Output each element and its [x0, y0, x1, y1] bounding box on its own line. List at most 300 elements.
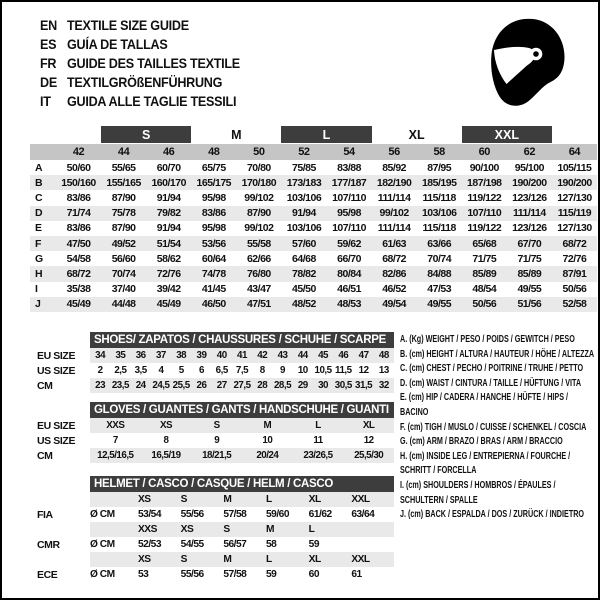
shoes-value: 41: [237, 350, 247, 361]
helmet-size: M: [266, 524, 274, 535]
helmet-size: XS: [180, 524, 194, 535]
shoes-row-label: CM: [37, 379, 53, 392]
size-value: 99/102: [379, 207, 409, 220]
size-value: 83/88: [337, 161, 361, 174]
size-value: 70/74: [111, 267, 136, 280]
size-value: 56/60: [111, 252, 136, 265]
helmet-value: 63/64: [351, 509, 375, 520]
numeric-size: 60: [478, 146, 490, 158]
size-value: 173/183: [286, 176, 322, 189]
gloves-value: 16,5/19: [151, 450, 181, 461]
title-line-de: [40, 73, 240, 92]
shoes-value: 2: [97, 365, 103, 376]
helmet-size: S: [180, 494, 187, 505]
gloves-value: 9: [214, 435, 220, 446]
helmet-size: XL: [308, 494, 321, 505]
legend-item-G: G. (cm) ARM / BRAZO / BRAS / ARM / BRACCIO: [400, 436, 563, 448]
size-value: 127/130: [557, 222, 592, 235]
shoes-value: 36: [135, 350, 146, 361]
title-line-es: [40, 35, 240, 54]
size-value: 103/106: [421, 207, 457, 220]
size-value: 85/92: [382, 161, 406, 174]
row-label: G: [35, 252, 43, 265]
gloves-row-label: US SIZE: [37, 434, 76, 447]
numeric-size: 64: [568, 146, 581, 158]
size-value: 182/190: [376, 176, 412, 189]
size-table-row-F: [30, 236, 597, 251]
gloves-row-1: [30, 433, 394, 448]
shoes-row-values: [90, 348, 394, 363]
size-value: 37/40: [111, 283, 136, 296]
size-value: 82/86: [382, 267, 406, 280]
legend-item-C: C. (cm) CHEST / PECHO / POITRINE / TRUHE / PETTO: [400, 363, 584, 375]
size-value: 95/98: [337, 207, 361, 220]
shoes-row-label: US SIZE: [37, 364, 76, 377]
helmet-values: [90, 567, 394, 582]
size-value: 53/56: [201, 237, 226, 250]
legend-item-H: H. (cm) INSIDE LEG / ENTREPIERNA / FOURCHE / SCHRITT / FORCELLA: [400, 450, 571, 477]
shoes-section-header: SHOES/ ZAPATOS / CHAUSSURES / SCHUHE / SCARPE: [90, 332, 394, 348]
row-label: F: [35, 237, 41, 250]
helmet-unit: Ø CM: [90, 569, 115, 580]
shoes-section: [30, 332, 394, 393]
size-value: 87/95: [427, 161, 452, 174]
shoes-value: 43: [277, 350, 288, 361]
helmet-sizes: [90, 552, 394, 567]
size-value: 48/53: [337, 298, 361, 311]
size-value: 85/89: [517, 267, 542, 280]
gloves-value: 23/26,5: [303, 450, 333, 461]
lang-code: FR: [40, 55, 57, 71]
helmet-value: 57/58: [223, 569, 247, 580]
size-table-row-I: [30, 282, 597, 297]
size-value: 45/49: [156, 298, 181, 311]
size-value: 74/78: [201, 267, 226, 280]
size-value: 103/106: [286, 222, 322, 235]
size-value: 85/89: [472, 267, 497, 280]
title-text: GUIDA ALLE TAGLIE TESSILI: [67, 93, 237, 109]
shoes-value: 30,5: [334, 380, 352, 391]
legend-item-A: A. (Kg) WEIGHT / PESO / POIDS / GEWITCH / PESO: [400, 334, 575, 345]
size-value: 51/54: [156, 237, 181, 250]
row-label: B: [35, 176, 43, 189]
shoes-value: 34: [95, 350, 106, 361]
size-value: 177/187: [331, 176, 367, 189]
size-value: 87/90: [246, 207, 271, 220]
gloves-value: L: [315, 420, 321, 431]
size-band-xxl: XXL: [462, 126, 552, 143]
size-value: 46/51: [337, 283, 361, 296]
accessory-tables: [30, 332, 394, 582]
size-value: 150/160: [61, 176, 96, 189]
size-band-s: S: [101, 126, 191, 143]
size-value: 60/64: [201, 252, 226, 265]
helmet-unit: Ø CM: [90, 539, 115, 550]
legend-item-B: B. (cm) HEIGHT / ALTURA / HAUTEUR / HÖHE / ALTEZZA: [400, 348, 595, 360]
size-value: 49/52: [111, 237, 136, 250]
shoes-value: 12: [358, 365, 369, 376]
shoes-value: 38: [176, 350, 187, 361]
legend-item-J: J. (cm) BACK / ESPALDA / DOS / ZURÜCK / INDIETRO: [400, 509, 585, 521]
shoes-value: 23: [95, 380, 106, 391]
size-table-row-H: [30, 266, 597, 281]
lang-code: IT: [40, 93, 51, 109]
size-value: 107/110: [467, 207, 502, 220]
shoes-value: 27,5: [233, 380, 251, 391]
shoes-value: 11,5: [335, 365, 352, 376]
helmet-size: XXL: [351, 554, 370, 565]
gloves-row-values: [90, 433, 394, 448]
size-value: 115/119: [557, 207, 592, 220]
size-value: 78/82: [292, 267, 316, 280]
helmet-value-row-CMR: [30, 537, 394, 552]
numeric-size: 54: [343, 146, 355, 158]
size-value: 91/94: [156, 191, 181, 204]
shoes-value: 10,5: [314, 365, 332, 376]
shoes-value: 28: [257, 380, 268, 391]
helmet-value: 57/58: [223, 509, 247, 520]
helmet-size: S: [223, 524, 230, 535]
lang-code: EN: [40, 17, 57, 33]
size-value: 72/76: [562, 252, 587, 265]
size-value: 76/80: [246, 267, 271, 280]
numeric-size: 46: [162, 146, 175, 158]
size-value: 35/38: [66, 283, 91, 296]
shoes-value: 46: [338, 350, 349, 361]
title-line-fr: [40, 54, 240, 73]
size-value: 71/75: [517, 252, 542, 265]
size-value: 72/76: [156, 267, 181, 280]
size-value: 59/62: [337, 237, 361, 250]
size-value: 160/170: [151, 176, 186, 189]
helmet-value: 52/53: [138, 539, 161, 550]
legend-item-F: F. (cm) TIGH / MUSLO / CUISSE / SCHENKEL / COSCIA: [400, 421, 587, 433]
helmet-values: [90, 507, 394, 522]
size-value: 107/110: [332, 222, 366, 235]
size-value: 155/165: [106, 176, 141, 189]
title-text: TEXTILGRÖßENFÜHRUNG: [67, 74, 223, 90]
size-value: 44/48: [111, 298, 136, 311]
helmet-sizes: [90, 522, 394, 537]
helmet-value-row-ECE: [30, 567, 394, 582]
helmet-value: 53: [138, 569, 149, 580]
size-value: 47/51: [246, 298, 271, 311]
gloves-value: 7: [112, 435, 118, 446]
shoes-value: 10: [297, 365, 308, 376]
size-value: 62/66: [246, 252, 271, 265]
size-band-xl: XL: [408, 127, 425, 142]
size-value: 90/100: [469, 161, 499, 174]
size-table-row-B: [30, 175, 597, 190]
gloves-value: XL: [362, 420, 375, 431]
shoes-value: 7,5: [235, 365, 249, 376]
size-value: 58/62: [156, 252, 181, 265]
helmet-size-row-ECE: [30, 552, 394, 567]
helmet-value: 54/55: [180, 539, 204, 550]
gloves-row-values: [90, 418, 394, 433]
helmet-value: 61: [351, 569, 362, 580]
size-value: 66/70: [337, 252, 361, 265]
shoes-value: 25,5: [172, 380, 190, 391]
size-value: 48/52: [292, 298, 316, 311]
gloves-row-label: EU SIZE: [37, 419, 76, 432]
size-value: 123/126: [512, 191, 547, 204]
shoes-value: 35: [115, 350, 126, 361]
size-value: 51/56: [517, 298, 542, 311]
size-value: 95/98: [201, 191, 226, 204]
helmet-value-row-FIA: [30, 507, 394, 522]
size-value: 95/98: [201, 222, 226, 235]
measurement-rows: [30, 160, 597, 312]
shoes-value: 29: [297, 380, 308, 391]
lang-code: DE: [40, 74, 57, 90]
size-value: 185/195: [421, 176, 457, 189]
helmet-sizes: [90, 492, 394, 507]
helmet-size-row-CMR: [30, 522, 394, 537]
shoes-value: 5: [178, 365, 184, 376]
row-label: A: [35, 161, 43, 174]
size-value: 83/86: [201, 207, 226, 220]
size-value: 83/86: [66, 191, 91, 204]
legend-item-D: D. (cm) WAIST / CINTURA / TAILLE / HÜFTUNG / VITA: [400, 377, 582, 389]
shoes-value: 30: [318, 380, 328, 391]
size-table-row-D: [30, 206, 597, 221]
shoes-value: 39: [196, 350, 207, 361]
gloves-row-2: [30, 448, 394, 463]
helmet-value: 60: [308, 569, 319, 580]
shoes-value: 2,5: [114, 365, 127, 376]
num-spacer: [30, 144, 56, 160]
size-value: 67/70: [517, 237, 542, 250]
helmet-value: 55/56: [180, 509, 204, 520]
helmet-size: M: [223, 554, 232, 565]
shoes-value: 8: [259, 365, 265, 376]
size-value: 105/115: [557, 161, 592, 174]
title-text: GUIDE DES TAILLES TEXTILE: [67, 55, 240, 71]
size-band-row: [30, 126, 597, 143]
size-value: 64/68: [292, 252, 316, 265]
row-label: H: [35, 267, 43, 280]
helmet-size: XXS: [138, 524, 157, 535]
size-value: 49/55: [427, 298, 452, 311]
gloves-value: 11: [313, 435, 323, 446]
helmet-size: XL: [308, 554, 321, 565]
size-value: 49/55: [517, 283, 542, 296]
numeric-size: 42: [72, 146, 85, 158]
size-value: 48/54: [472, 283, 497, 296]
gloves-row-values: [90, 448, 394, 463]
helmet-values: [90, 537, 394, 552]
shoes-value: 23,5: [111, 380, 129, 391]
helmet-standard-label: CMR: [37, 538, 60, 551]
size-value: 61/63: [382, 237, 406, 250]
shoes-row-values: [90, 363, 394, 378]
shoes-value: 47: [358, 350, 369, 361]
size-table-row-E: [30, 221, 597, 236]
helmet-section: [30, 476, 394, 582]
size-value: 80/84: [337, 267, 361, 280]
size-value: 43/47: [246, 283, 271, 296]
numeric-size: 48: [208, 146, 220, 158]
gloves-value: 18/21,5: [202, 450, 232, 461]
size-value: 55/58: [246, 237, 271, 250]
helmet-size: M: [223, 494, 232, 505]
size-table-row-C: [30, 190, 597, 205]
shoes-value: 40: [216, 350, 227, 361]
size-value: 68/72: [66, 267, 91, 280]
size-value: 84/88: [427, 267, 452, 280]
shoes-rows: [30, 348, 394, 393]
size-value: 47/53: [427, 283, 452, 296]
helmet-size-row-FIA: [30, 492, 394, 507]
helmet-value: 53/54: [138, 509, 161, 520]
gloves-value: 25,5/30: [354, 450, 384, 461]
numeric-size: 52: [298, 146, 310, 158]
shoes-value: 13: [378, 365, 389, 376]
gloves-row-0: [30, 418, 394, 433]
shoes-row-2: [30, 378, 394, 393]
size-value: 50/60: [66, 161, 91, 174]
gloves-value: S: [213, 420, 220, 431]
helmet-value: 59/60: [266, 509, 289, 520]
size-value: 111/114: [513, 207, 546, 220]
size-value: 75/78: [111, 207, 136, 220]
size-value: 115/118: [422, 191, 456, 204]
size-value: 99/102: [244, 191, 274, 204]
size-value: 111/114: [377, 222, 411, 235]
gloves-rows: [30, 418, 394, 463]
size-value: 65/68: [472, 237, 497, 250]
size-value: 60/70: [156, 161, 181, 174]
shoes-row-1: [30, 363, 394, 378]
numeric-size: 56: [388, 146, 400, 158]
title-text: TEXTILE SIZE GUIDE: [67, 17, 189, 33]
row-label: D: [35, 207, 43, 220]
gloves-row-label: CM: [37, 449, 53, 462]
size-value: 46/52: [382, 283, 406, 296]
legend-item-E: E. (cm) HIP / CADERA / HANCHE / HÜFTE / HIPS / BACINO: [400, 392, 569, 418]
size-value: 103/106: [286, 191, 322, 204]
gloves-section-header: GLOVES / GUANTES / GANTS / HANDSCHUHE / GUANTI: [90, 402, 394, 418]
size-value: 187/198: [467, 176, 502, 189]
helmet-size: XS: [138, 494, 151, 505]
numeric-size: 58: [433, 146, 445, 158]
shoes-row-values: [90, 378, 394, 393]
size-table-row-A: [30, 160, 597, 175]
size-value: 87/90: [111, 222, 136, 235]
gloves-value: 10: [262, 435, 273, 446]
size-value: 49/54: [382, 298, 406, 311]
size-value: 91/94: [292, 207, 316, 220]
size-value: 41/45: [201, 283, 226, 296]
size-value: 63/66: [427, 237, 452, 250]
shoes-value: 4: [158, 365, 164, 376]
numeric-size: 44: [117, 146, 130, 158]
shoes-value: 45: [318, 350, 328, 361]
helmet-size: XS: [138, 554, 151, 565]
gloves-value: 8: [163, 435, 169, 446]
title-text: GUÍA DE TALLAS: [67, 36, 168, 52]
size-value: 170/180: [241, 176, 277, 189]
size-value: 79/82: [156, 207, 181, 220]
size-value: 190/200: [512, 176, 547, 189]
size-value: 50/56: [472, 298, 497, 311]
shoes-value: 32: [378, 380, 389, 391]
size-value: 91/94: [156, 222, 181, 235]
size-value: 75/85: [292, 161, 316, 174]
helmet-section-header: HELMET / CASCO / CASQUE / HELM / CASCO: [90, 476, 394, 492]
size-value: 71/74: [66, 207, 91, 220]
size-value: 70/80: [246, 161, 271, 174]
size-value: 119/122: [467, 222, 502, 235]
helmet-size: S: [180, 554, 187, 565]
row-label: J: [35, 298, 41, 311]
row-label: C: [35, 191, 43, 204]
numeric-size: 62: [523, 146, 536, 158]
size-value: 190/200: [557, 176, 592, 189]
size-value: 47/50: [66, 237, 91, 250]
shoes-value: 24,5: [152, 380, 170, 391]
helmet-value: 56/57: [223, 539, 247, 550]
size-value: 52/58: [562, 298, 587, 311]
gloves-value: 12,5/16,5: [97, 450, 134, 461]
shoes-value: 28,5: [273, 380, 292, 391]
helmet-value: 55/56: [180, 569, 204, 580]
garment-size-table: [30, 126, 597, 312]
shoes-value: 3,5: [134, 365, 147, 376]
title-line-en: [40, 16, 240, 35]
helmet-value: 59: [266, 569, 277, 580]
gloves-value: 12: [363, 435, 374, 446]
size-value: 39/42: [156, 283, 181, 296]
shoes-value: 6,5: [215, 365, 228, 376]
helmet-size: L: [266, 554, 272, 565]
racing-helmet-icon: [489, 17, 567, 109]
size-value: 95/100: [514, 161, 544, 174]
language-title-block: [40, 16, 262, 111]
size-value: 83/86: [66, 222, 91, 235]
shoes-value: 24: [135, 380, 146, 391]
helmet-value: 58: [266, 539, 277, 550]
size-value: 45/50: [292, 283, 316, 296]
size-value: 119/122: [467, 191, 502, 204]
shoes-value: 42: [257, 350, 268, 361]
size-value: 57/60: [292, 237, 316, 250]
helmet-value: 61/62: [308, 509, 332, 520]
size-value: 55/65: [111, 161, 136, 174]
size-table-row-J: [30, 297, 597, 312]
gloves-value: XS: [159, 420, 173, 431]
numeric-size: 50: [253, 146, 265, 158]
size-value: 99/102: [244, 222, 274, 235]
title-line-it: [40, 92, 240, 111]
shoes-value: 37: [155, 350, 166, 361]
size-band-l: L: [281, 126, 371, 143]
gloves-value: 20/24: [256, 450, 279, 461]
helmet-size: L: [266, 494, 272, 505]
legend-item-I: I. (cm) SHOULDERS / HOMBROS / ÉPAULES / SCHULTERN / SPALLE: [400, 479, 556, 506]
size-value: 46/50: [201, 298, 226, 311]
size-value: 45/49: [66, 298, 91, 311]
shoes-value: 6: [198, 365, 204, 376]
size-value: 87/91: [562, 267, 587, 280]
lang-code: ES: [40, 36, 57, 52]
size-value: 115/118: [422, 222, 456, 235]
shoes-value: 27: [216, 380, 227, 391]
gloves-value: XXS: [106, 420, 125, 431]
helmet-value: 59: [308, 539, 319, 550]
measurement-legend: [400, 333, 596, 523]
